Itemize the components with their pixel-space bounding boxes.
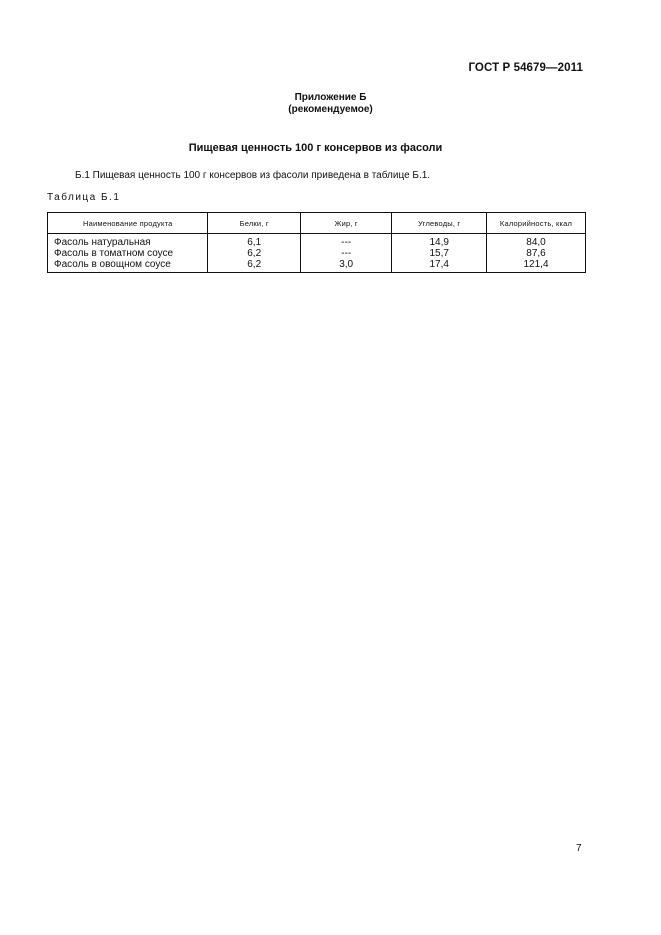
cell-fat: ---	[300, 234, 392, 249]
appendix-heading	[0, 92, 661, 116]
table-caption: Таблица Б.1	[47, 192, 121, 203]
cell-fat: 3,0	[300, 259, 392, 273]
intro-paragraph: Б.1 Пищевая ценность 100 г консервов из фасоли приведена в таблице Б.1.	[75, 170, 431, 181]
table-row	[48, 234, 586, 249]
table-header-row	[48, 213, 586, 234]
cell-product-name: Фасоль натуральная	[48, 234, 208, 249]
cell-carbs: 14,9	[392, 234, 487, 249]
cell-protein: 6,2	[208, 259, 300, 273]
table-row	[48, 259, 586, 273]
cell-fat: ---	[300, 248, 392, 259]
cell-calories: 121,4	[487, 259, 586, 273]
cell-carbs: 15,7	[392, 248, 487, 259]
column-header-calories: Калорийность, ккал	[487, 213, 586, 234]
cell-calories: 84,0	[487, 234, 586, 249]
cell-protein: 6,2	[208, 248, 300, 259]
column-header-protein: Белки, г	[208, 213, 300, 234]
column-header-fat: Жир, г	[300, 213, 392, 234]
cell-calories: 87,6	[487, 248, 586, 259]
column-header-name: Наименование продукта	[48, 213, 208, 234]
page-number: 7	[576, 843, 582, 854]
standard-code: ГОСТ Р 54679—2011	[468, 62, 583, 74]
cell-protein: 6,1	[208, 234, 300, 249]
cell-carbs: 17,4	[392, 259, 487, 273]
column-header-carbs: Углеводы, г	[392, 213, 487, 234]
section-title: Пищевая ценность 100 г консервов из фасоли	[188, 142, 443, 154]
cell-product-name: Фасоль в овощном соусе	[48, 259, 208, 273]
appendix-title: Приложение Б	[294, 92, 367, 103]
cell-product-name: Фасоль в томатном соусе	[48, 248, 208, 259]
nutrition-table	[47, 212, 586, 273]
appendix-status: (рекомендуемое)	[288, 104, 373, 115]
table-row	[48, 248, 586, 259]
